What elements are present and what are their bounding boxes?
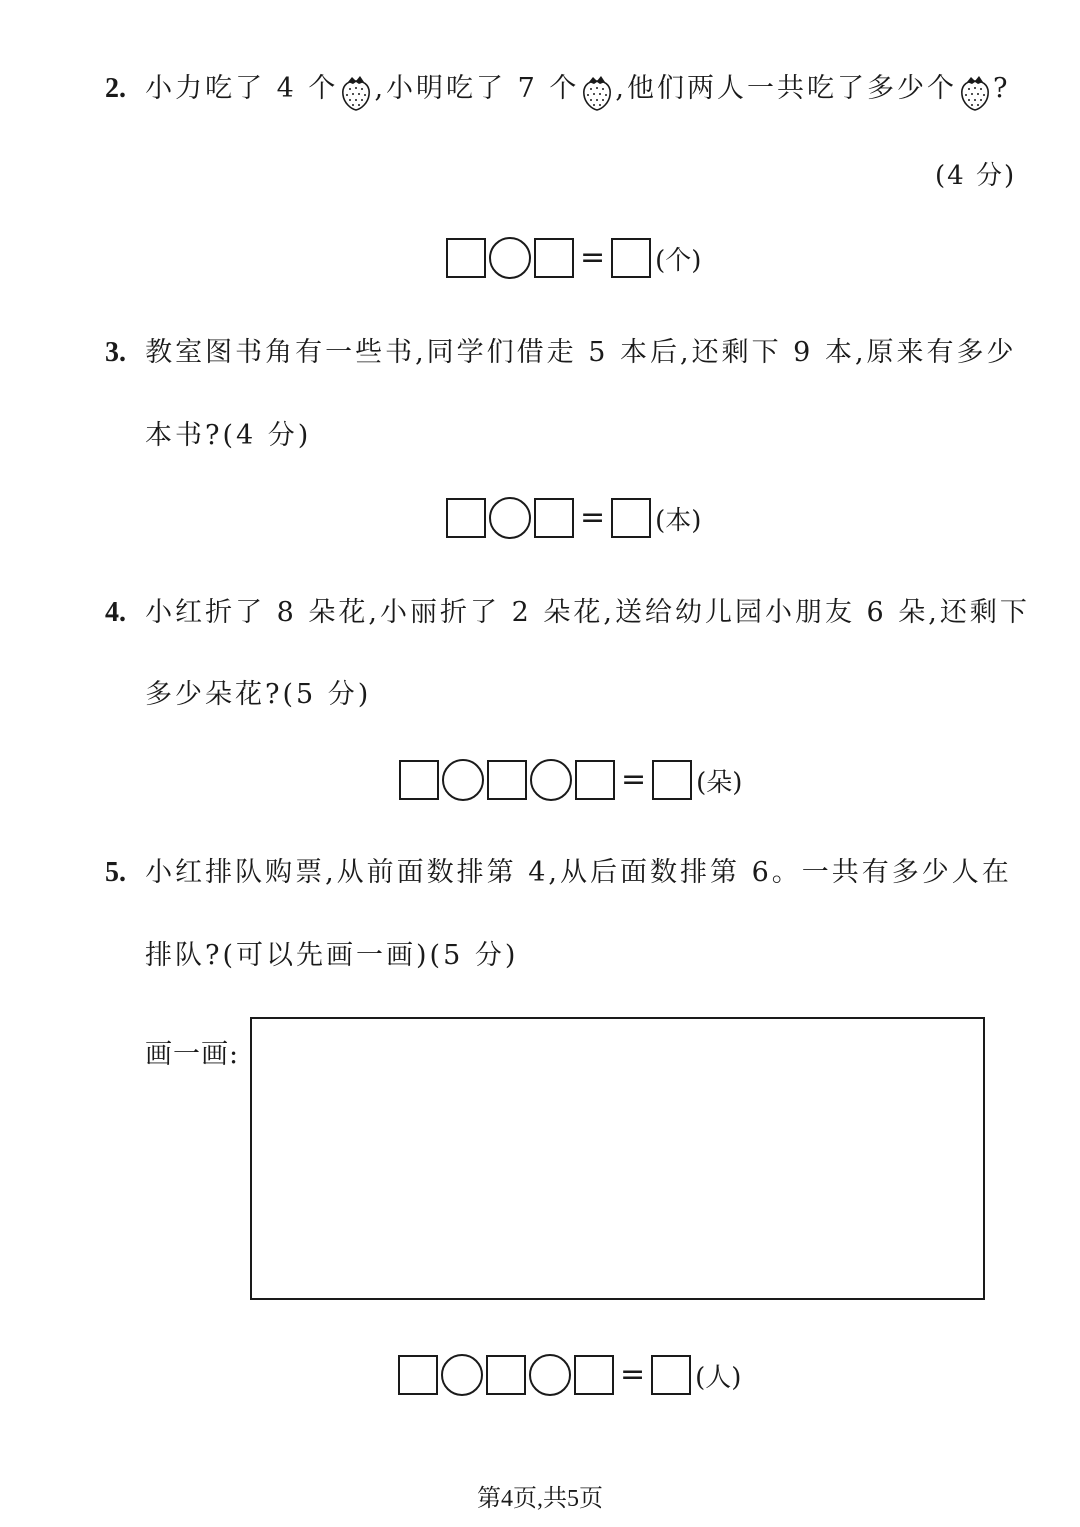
question-text: ,他们两人一共吃了多少个: [615, 73, 957, 104]
answer-box[interactable]: [611, 238, 651, 278]
draw-label: 画一画:: [145, 1039, 240, 1070]
question-number: 2.: [105, 73, 126, 104]
question-2: [105, 66, 1010, 112]
question-text: 小力吃了 4 个: [145, 73, 339, 104]
operator-circle[interactable]: [530, 759, 572, 801]
answer-box[interactable]: [611, 498, 651, 538]
answer-box[interactable]: [574, 1355, 614, 1395]
question-number: 5.: [105, 857, 126, 888]
operator-circle[interactable]: [529, 1354, 571, 1396]
operator-circle[interactable]: [442, 759, 484, 801]
question-3: [105, 330, 1017, 369]
question-4: [105, 590, 1030, 629]
answer-equation: [444, 235, 701, 281]
answer-box[interactable]: [651, 1355, 691, 1395]
unit-label: (本): [655, 505, 702, 536]
drawing-area[interactable]: [250, 1017, 985, 1300]
strawberry-icon: [580, 74, 614, 112]
answer-box[interactable]: [446, 238, 486, 278]
page-footer: 第4页,共5页: [477, 1486, 603, 1512]
question-5: [105, 850, 1012, 889]
operator-circle[interactable]: [441, 1354, 483, 1396]
answer-box[interactable]: [486, 1355, 526, 1395]
answer-box[interactable]: [446, 498, 486, 538]
score-label: (4 分): [935, 161, 1017, 191]
equals-sign: =: [620, 1357, 646, 1392]
unit-label: (朵): [696, 767, 743, 798]
operator-circle[interactable]: [489, 497, 531, 539]
question-text: 小红排队购票,从前面数排第 4,从后面数排第 6。一共有多少人在: [145, 857, 1012, 888]
question-text-line2: 排队?(可以先画一画)(5 分): [145, 940, 519, 971]
unit-label: (个): [655, 245, 702, 276]
equals-sign: =: [621, 762, 647, 797]
question-text: 教室图书角有一些书,同学们借走 5 本后,还剩下 9 本,原来有多少: [145, 337, 1017, 368]
question-number: 3.: [105, 337, 126, 368]
question-text: ,小明吃了 7 个: [374, 73, 580, 104]
answer-box[interactable]: [534, 498, 574, 538]
question-text: ?: [992, 73, 1011, 104]
strawberry-icon: [958, 74, 992, 112]
answer-box[interactable]: [575, 760, 615, 800]
question-number: 4.: [105, 597, 126, 628]
equals-sign: =: [580, 500, 606, 535]
answer-equation: [396, 1352, 741, 1398]
answer-box[interactable]: [399, 760, 439, 800]
equals-sign: =: [580, 240, 606, 275]
answer-equation: [397, 757, 742, 803]
question-text-line2: 本书?(4 分): [145, 420, 312, 451]
question-text: 小红折了 8 朵花,小丽折了 2 朵花,送给幼儿园小朋友 6 朵,还剩下: [145, 597, 1030, 628]
answer-box[interactable]: [652, 760, 692, 800]
operator-circle[interactable]: [489, 237, 531, 279]
answer-equation: [444, 495, 701, 541]
answer-box[interactable]: [534, 238, 574, 278]
answer-box[interactable]: [487, 760, 527, 800]
unit-label: (人): [695, 1362, 742, 1393]
strawberry-icon: [339, 74, 373, 112]
question-text-line2: 多少朵花?(5 分): [145, 679, 372, 710]
answer-box[interactable]: [398, 1355, 438, 1395]
